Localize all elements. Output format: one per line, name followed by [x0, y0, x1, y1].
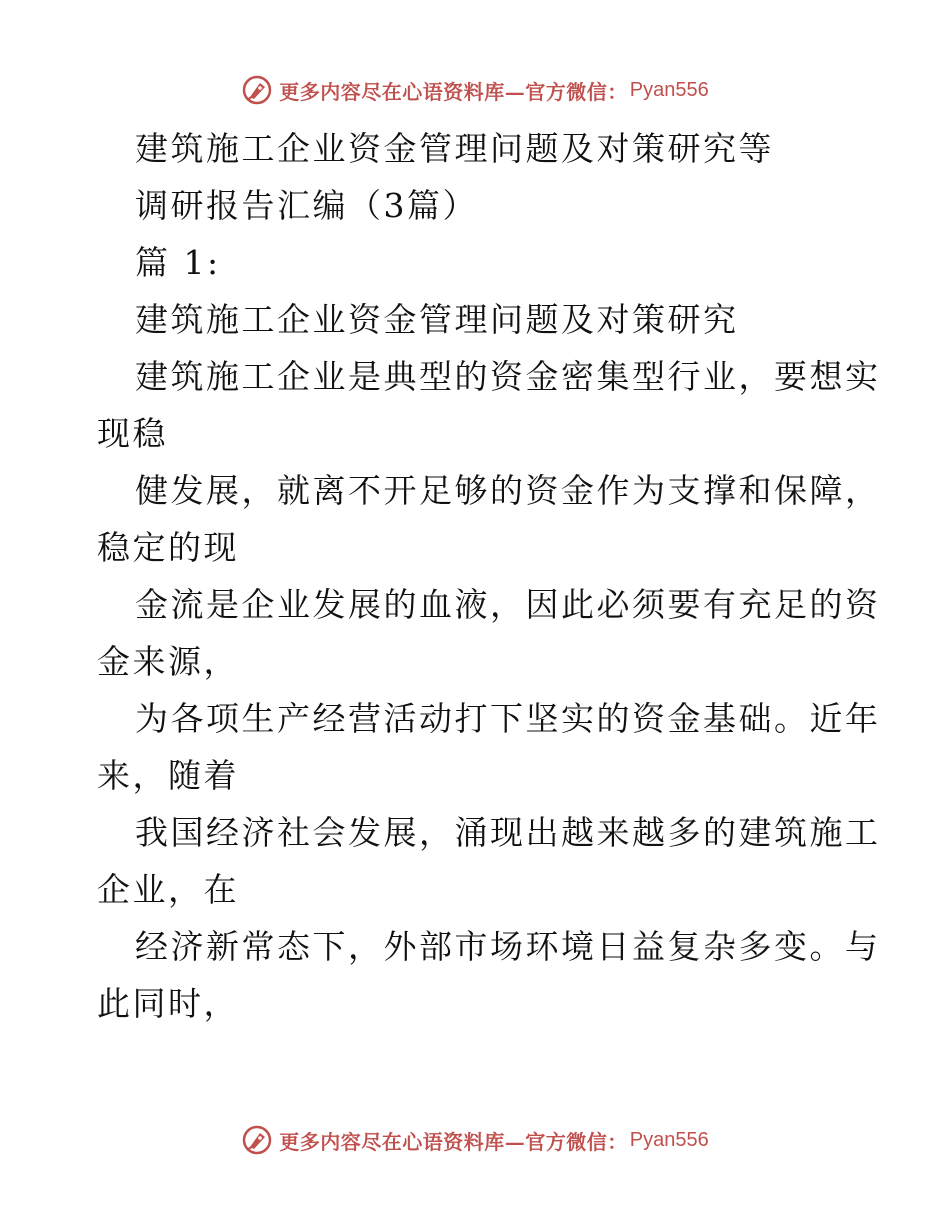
banner-text: 更多内容尽在心语资料库—官方微信：	[279, 79, 628, 104]
paragraph-line: 我国经济社会发展，涌现出越来越多的建筑施工	[135, 813, 881, 852]
paragraph-line: 企业，在	[97, 870, 239, 909]
section-title: 建筑施工企业资金管理问题及对策研究	[135, 300, 739, 339]
paragraph-line: 健发展，就离不开足够的资金作为支撑和保障，	[135, 471, 881, 510]
banner-text: 更多内容尽在心语资料库—官方微信：	[279, 1129, 628, 1154]
document-body	[97, 120, 881, 1032]
paragraph-line: 建筑施工企业是典型的资金密集型行业，要想实	[135, 357, 881, 396]
paragraph-line: 金流是企业发展的血液，因此必须要有充足的资	[135, 585, 881, 624]
footer-banner	[0, 1120, 950, 1160]
pen-nib-logo-icon	[241, 74, 273, 106]
wechat-account: Pyan556	[629, 1128, 709, 1151]
section-label: 篇 1:	[135, 243, 221, 282]
doc-title-line-1: 建筑施工企业资金管理问题及对策研究等	[135, 129, 774, 168]
paragraph-line: 此同时，	[97, 984, 239, 1023]
wechat-account: Pyan556	[629, 78, 709, 101]
paragraph-line: 稳定的现	[97, 528, 239, 567]
paragraph-line: 为各项生产经营活动打下坚实的资金基础。近年	[135, 699, 881, 738]
paragraph-line: 现稳	[97, 414, 168, 453]
header-banner	[0, 70, 950, 110]
paragraph-line: 来，随着	[97, 756, 239, 795]
doc-title-line-2: 调研报告汇编（3篇）	[135, 186, 478, 225]
pen-nib-logo-icon	[241, 1124, 273, 1156]
paragraph-line: 经济新常态下，外部市场环境日益复杂多变。与	[135, 927, 881, 966]
paragraph-line: 金来源，	[97, 642, 239, 681]
